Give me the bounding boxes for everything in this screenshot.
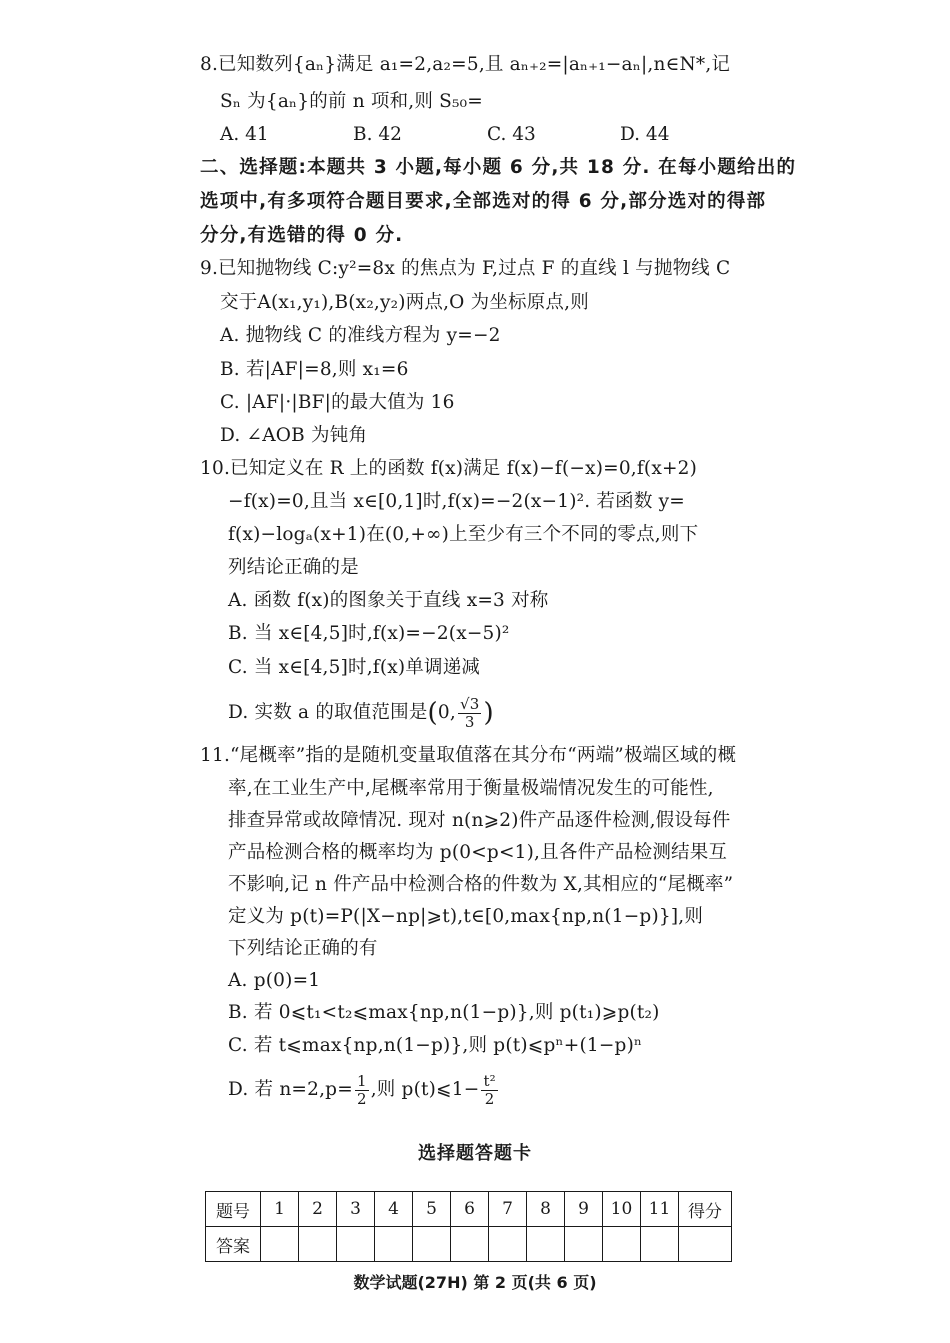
question-number-cell: 3 [337, 1192, 375, 1227]
q9-option-a: A. 抛物线 C 的准线方程为 y=−2 [220, 325, 501, 346]
q10-option-d-open-paren: ( [427, 698, 438, 728]
q10-option-d-prefix: D. 实数 a 的取值范围是 [228, 702, 428, 723]
page-footer: 数学试题(27H) 第 2 页(共 6 页) [353, 1273, 597, 1292]
q11-stem-line2: 率,在工业生产中,尾概率常用于衡量极端情况发生的可能性, [228, 778, 714, 799]
q11-option-d [228, 1070, 500, 1110]
question-number-cell: 11 [641, 1192, 679, 1227]
q10-option-d-fraction [458, 694, 482, 731]
q11-stem-line5: 不影响,记 n 件产品中检测合格的件数为 X,其相应的“尾概率” [228, 874, 734, 895]
q11-option-d-fraction-t2 [481, 1071, 497, 1108]
section2-heading-line3: 分分,有选错的得 0 分. [200, 225, 404, 246]
q10-option-d-denominator: 3 [464, 712, 475, 731]
q11-option-a: A. p(0)=1 [228, 970, 321, 991]
q11-option-d-fraction2-den: 2 [484, 1089, 495, 1108]
q8-option-d: D. 44 [620, 124, 670, 145]
q11-stem-line3: 排查异常或故障情况. 现对 n(n⩾2)件产品逐件检测,假设每件 [228, 810, 731, 831]
question-number-cell: 5 [413, 1192, 451, 1227]
q11-option-d-part1: D. 若 n=2,p= [228, 1079, 353, 1100]
q8-stem-line1: 8.已知数列{aₙ}满足 a₁=2,a₂=5,且 aₙ₊₂=|aₙ₊₁−aₙ|,n∈N*,记 [200, 54, 731, 75]
score-label: 得分 [679, 1192, 732, 1227]
q8-option-b: B. 42 [353, 124, 402, 145]
q10-option-b: B. 当 x∈[4,5]时,f(x)=−2(x−5)² [228, 623, 510, 644]
q10-option-c: C. 当 x∈[4,5]时,f(x)单调递减 [228, 657, 481, 678]
answer-card-answer-row [206, 1227, 732, 1262]
answer-cell-3[interactable] [337, 1227, 375, 1262]
q11-stem-line7: 下列结论正确的有 [228, 938, 378, 959]
q11-option-d-fraction-half [355, 1071, 369, 1108]
question-number-cell: 9 [565, 1192, 603, 1227]
answer-cell-10[interactable] [603, 1227, 641, 1262]
q9-option-b: B. 若|AF|=8,则 x₁=6 [220, 359, 409, 380]
answer-cell-7[interactable] [489, 1227, 527, 1262]
answer-card-title: 选择题答题卡 [418, 1143, 532, 1164]
q8-stem-line2: Sₙ 为{aₙ}的前 n 项和,则 S₅₀= [220, 91, 483, 112]
answer-cell-6[interactable] [451, 1227, 489, 1262]
q9-stem-line2: 交于A(x₁,y₁),B(x₂,y₂)两点,O 为坐标原点,则 [220, 292, 589, 313]
q10-stem-line2: −f(x)=0,且当 x∈[0,1]时,f(x)=−2(x−1)². 若函数 y= [228, 491, 685, 512]
answer-cell-8[interactable] [527, 1227, 565, 1262]
answer-cell-2[interactable] [299, 1227, 337, 1262]
question-number-cell: 2 [299, 1192, 337, 1227]
answer-card-number-row [206, 1192, 732, 1227]
q10-option-d-zero: 0, [437, 702, 456, 723]
q10-stem-line4: 列结论正确的是 [228, 557, 359, 578]
q10-stem-line3: f(x)−logₐ(x+1)在(0,+∞)上至少有三个不同的零点,则下 [228, 524, 699, 545]
q11-option-d-fraction1-num: 1 [356, 1071, 367, 1090]
score-cell[interactable] [679, 1227, 732, 1262]
answer-label: 答案 [206, 1227, 261, 1262]
q8-option-c: C. 43 [487, 124, 536, 145]
question-number-label: 题号 [206, 1192, 261, 1227]
question-number-cell: 10 [603, 1192, 641, 1227]
q10-option-a: A. 函数 f(x)的图象关于直线 x=3 对称 [228, 590, 549, 611]
answer-cell-11[interactable] [641, 1227, 679, 1262]
q10-option-d [228, 695, 494, 731]
answer-cell-9[interactable] [565, 1227, 603, 1262]
question-number-cell: 1 [261, 1192, 299, 1227]
q11-option-c: C. 若 t⩽max{np,n(1−p)},则 p(t)⩽pⁿ+(1−p)ⁿ [228, 1035, 643, 1056]
question-number-cell: 6 [451, 1192, 489, 1227]
section2-heading-line2: 选项中,有多项符合题目要求,全部选对的得 6 分,部分选对的得部 [200, 191, 767, 212]
answer-cell-4[interactable] [375, 1227, 413, 1262]
question-number-cell: 7 [489, 1192, 527, 1227]
q9-stem-line1: 9.已知抛物线 C:y²=8x 的焦点为 F,过点 F 的直线 l 与抛物线 C [200, 258, 731, 279]
q11-option-b: B. 若 0⩽t₁<t₂⩽max{np,n(1−p)},则 p(t₁)⩾p(t₂) [228, 1002, 660, 1023]
answer-cell-5[interactable] [413, 1227, 451, 1262]
q11-option-d-part2: ,则 p(t)⩽1− [370, 1079, 480, 1100]
section2-heading-line1: 二、选择题:本题共 3 小题,每小题 6 分,共 18 分. 在每小题给出的 [200, 157, 797, 178]
q11-stem-line1: 11.“尾概率”指的是随机变量取值落在其分布“两端”极端区域的概 [200, 745, 737, 766]
q11-stem-line4: 产品检测合格的概率均为 p(0<p<1),且各件产品检测结果互 [228, 842, 728, 863]
q11-stem-line6: 定义为 p(t)=P(|X−np|⩾t),t∈[0,max{np,n(1−p)}],则 [228, 906, 704, 927]
q9-option-d: D. ∠AOB 为钝角 [220, 425, 368, 446]
answer-card-table [205, 1191, 732, 1262]
q10-option-d-numerator: √3 [459, 694, 480, 713]
q8-option-a: A. 41 [220, 124, 269, 145]
q9-option-c: C. |AF|·|BF|的最大值为 16 [220, 392, 455, 413]
q10-stem-line1: 10.已知定义在 R 上的函数 f(x)满足 f(x)−f(−x)=0,f(x+2) [200, 458, 698, 479]
q10-option-d-close-paren: ) [483, 698, 494, 728]
q11-option-d-fraction2-num: t² [483, 1071, 496, 1090]
question-number-cell: 8 [527, 1192, 565, 1227]
answer-cell-1[interactable] [261, 1227, 299, 1262]
question-number-cell: 4 [375, 1192, 413, 1227]
q11-option-d-fraction1-den: 2 [356, 1089, 367, 1108]
